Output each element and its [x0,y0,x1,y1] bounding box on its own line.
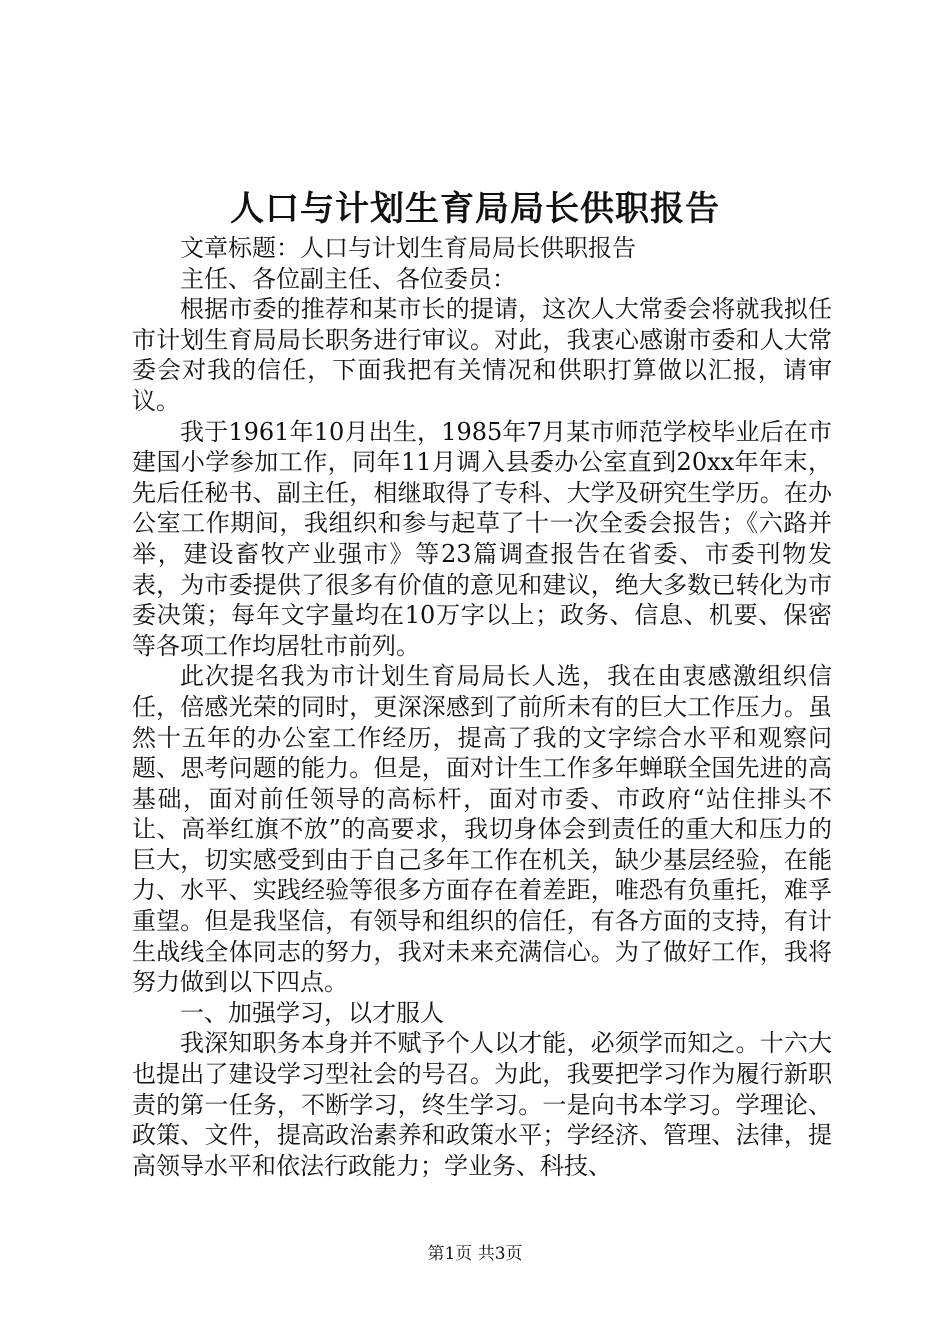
page-footer: 第1页 共3页 [427,1244,523,1264]
section-heading: 一、加强学习，以才服人 [180,998,444,1027]
paragraph: 我深知职务本身并不赋予个人以才能，必须学而知之。十六大也提出了建设学习型社会的号召。为此，我要把学习作为履行新职责的第一任务，不断学习，终生学习。一是向书本学习。学理论、政策、文件，提高政治素养和政策水平；学经济、管理、法律，提高领导水平和依法行政能力；学业务、科技、 [132,1029,832,1180]
paragraph: 根据市委的推荐和某市长的提请，这次人大常委会将就我拟任市计划生育局局长职务进行审议。对此，我衷心感谢市委和人大常委会对我的信任，下面我把有关情况和供职打算做以汇报，请审议。 [132,295,832,415]
salutation: 主任、各位副主任、各位委员： [180,264,516,293]
article-title-line: 文章标题：人口与计划生育局局长供职报告 [180,234,636,262]
paragraph: 我于1961年10月出生，1985年7月某市师范学校毕业后在市建国小学参加工作，同年11月调入县委办公室直到20xx年年末，先后任秘书、副主任，相继取得了专科、大学及研究生学历。在办公室工作期间，我组织和参与起草了十一次全委会报告；《六路并举，建设畜牧产业强市》等23篇调查报告在省委、市委刊物发表，为市委提供了很多有价值的意见和建议，绝大多数已转化为市委决策；每年文字量均在10万字以上；政务、信息、机要、保密等各项工作均居牡市前列。 [132,417,832,660]
paragraph: 此次提名我为市计划生育局局长人选，我在由衷感激组织信任，倍感光荣的同时，更深深感到了前所未有的巨大工作压力。虽然十五年的办公室工作经历，提高了我的文字综合水平和观察问题、思考问题的能力。但是，面对计生工作多年蝉联全国先进的高基础，面对前任领导的高标杆，面对市委、市政府“站住排头不让、高举红旗不放”的高要求，我切身体会到责任的重大和压力的巨大，切实感受到由于自己多年工作在机关，缺少基层经验，在能力、水平、实践经验等很多方面存在着差距，唯恐有负重托，难孚重望。但是我坚信，有领导和组织的信任，有各方面的支持，有计生战线全体同志的努力，我对未来充满信心。为了做好工作，我将努力做到以下四点。 [132,662,832,997]
document-body [132,233,832,1181]
document-title: 人口与计划生育局局长供职报告 [230,189,720,229]
